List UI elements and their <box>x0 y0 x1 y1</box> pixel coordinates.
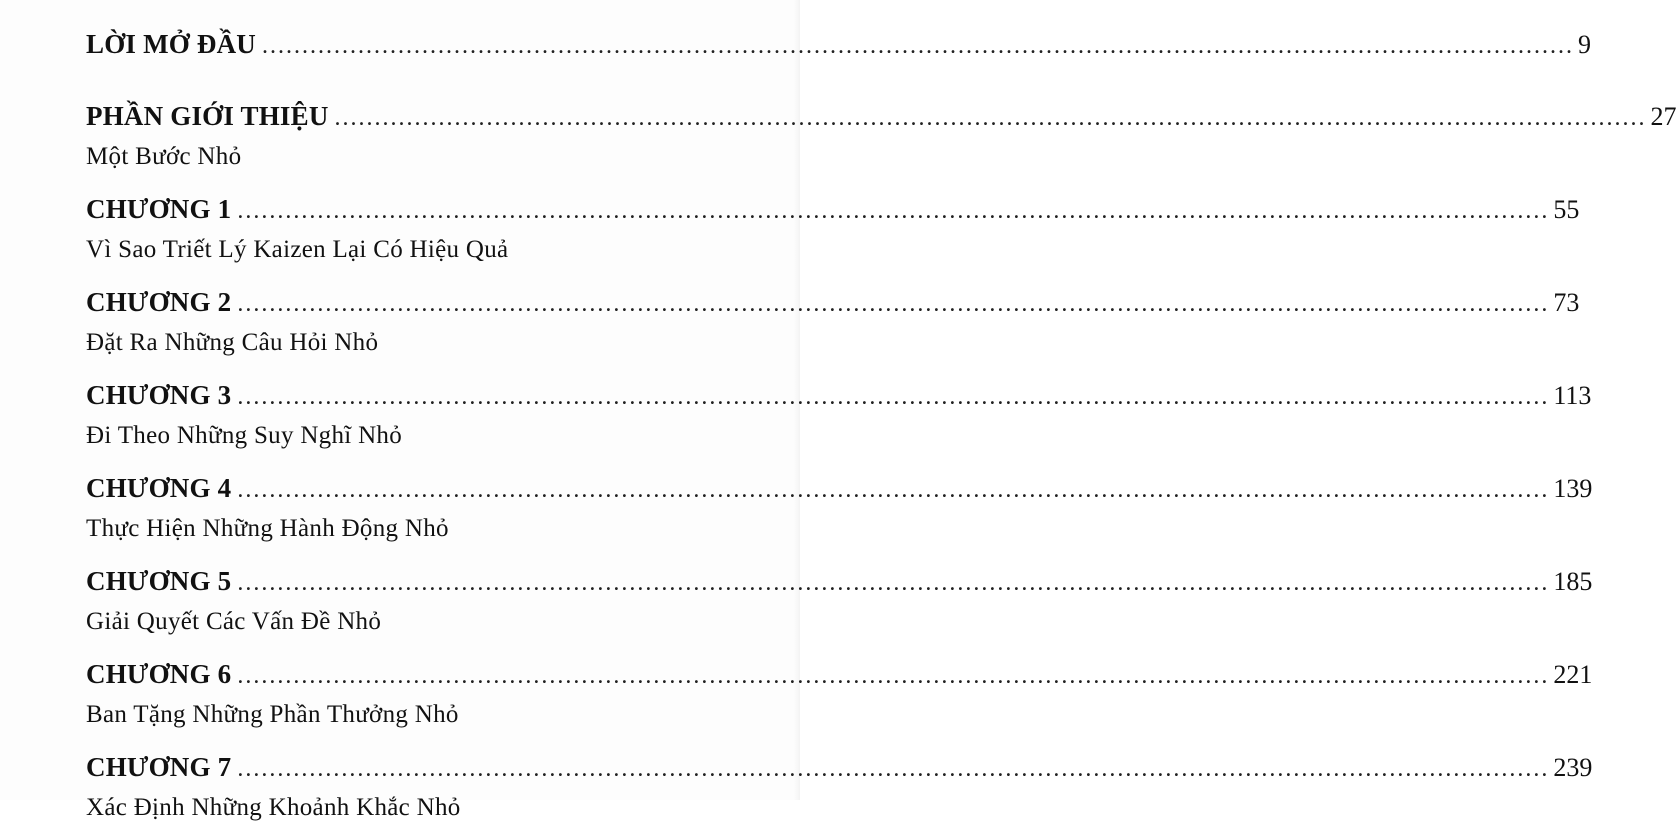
toc-page-number: 139 <box>1553 474 1593 503</box>
toc-entry-title: CHƯƠNG 6 <box>86 659 232 689</box>
dot-leader <box>335 94 1647 142</box>
toc-entry-preface[interactable] <box>86 20 1591 92</box>
toc-heading-line <box>86 20 1591 68</box>
toc-heading-line <box>86 464 1593 512</box>
toc-entry-subtitle: Ban Tặng Những Phần Thưởng Nhỏ <box>86 701 459 728</box>
toc-entry-title: CHƯƠNG 1 <box>86 194 232 224</box>
dot-leader <box>237 466 1549 514</box>
toc-page-number: 55 <box>1553 195 1580 224</box>
page-edge-shadow <box>794 0 800 800</box>
toc-entry-chapter-6[interactable] <box>86 650 1593 743</box>
toc-heading-line <box>86 650 1593 698</box>
toc-entry-chapter-2[interactable] <box>86 278 1580 371</box>
toc-entry-subtitle: Vì Sao Triết Lý Kaizen Lại Có Hiệu Quả <box>86 236 509 263</box>
toc-page-number: 239 <box>1553 753 1593 782</box>
dot-leader <box>237 559 1549 607</box>
toc-entry-title: CHƯƠNG 7 <box>86 752 232 782</box>
toc-entry-chapter-5[interactable] <box>86 557 1593 650</box>
toc-entry-chapter-7[interactable] <box>86 743 1593 831</box>
toc-heading-line <box>86 278 1580 326</box>
toc-page-number: 113 <box>1553 381 1592 410</box>
toc-entry-subtitle: Thực Hiện Những Hành Động Nhỏ <box>86 515 449 542</box>
toc-entry-chapter-3[interactable] <box>86 371 1592 464</box>
toc-page-number: 221 <box>1553 660 1593 689</box>
dot-leader <box>237 280 1549 328</box>
table-of-contents <box>86 20 1677 831</box>
toc-entry-subtitle: Một Bước Nhỏ <box>86 143 242 170</box>
toc-entry-introduction[interactable] <box>86 92 1677 185</box>
toc-entry-title: CHƯƠNG 3 <box>86 380 232 410</box>
toc-entry-subtitle: Đặt Ra Những Câu Hỏi Nhỏ <box>86 329 379 356</box>
toc-heading-line <box>86 743 1593 791</box>
toc-page-number: 185 <box>1553 567 1593 596</box>
dot-leader <box>237 652 1549 700</box>
toc-page-number: 73 <box>1553 288 1580 317</box>
dot-leader <box>237 745 1549 793</box>
toc-entry-title: CHƯƠNG 4 <box>86 473 232 503</box>
toc-entry-subtitle: Xác Định Những Khoảnh Khắc Nhỏ <box>86 794 461 821</box>
toc-entry-subtitle: Giải Quyết Các Vấn Đề Nhỏ <box>86 608 382 635</box>
dot-leader <box>237 373 1549 421</box>
toc-page-number: 27 <box>1650 102 1677 131</box>
toc-entry-subtitle: Đi Theo Những Suy Nghĩ Nhỏ <box>86 422 403 449</box>
toc-heading-line <box>86 371 1592 419</box>
toc-entry-title: CHƯƠNG 2 <box>86 287 232 317</box>
toc-heading-line <box>86 185 1580 233</box>
toc-entry-title: CHƯƠNG 5 <box>86 566 232 596</box>
toc-heading-line <box>86 92 1677 140</box>
toc-entry-title: PHẦN GIỚI THIỆU <box>86 101 329 131</box>
dot-leader <box>262 22 1574 70</box>
toc-page-number: 9 <box>1578 30 1591 59</box>
toc-entry-chapter-4[interactable] <box>86 464 1593 557</box>
toc-entry-title: LỜI MỞ ĐẦU <box>86 29 256 59</box>
spacer <box>86 68 670 92</box>
dot-leader <box>237 187 1549 235</box>
toc-heading-line <box>86 557 1593 605</box>
toc-entry-chapter-1[interactable] <box>86 185 1580 278</box>
